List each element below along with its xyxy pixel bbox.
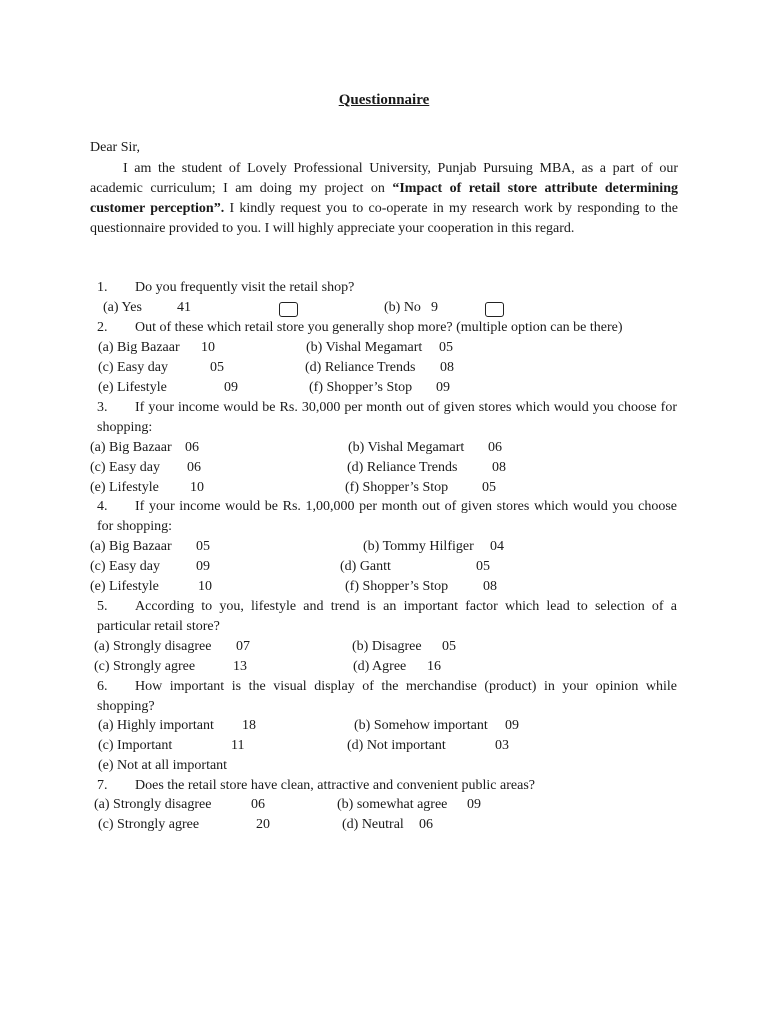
option-count: 09 (436, 380, 450, 395)
option-count: 09 (224, 380, 238, 395)
option-label: (b) Tommy Hilfiger (363, 539, 474, 554)
option-count: 05 (482, 480, 496, 495)
question-number: 4. (97, 499, 108, 514)
option-count: 10 (201, 340, 215, 355)
option-label: (b) Disagree (352, 639, 422, 654)
question-number: 6. (97, 679, 108, 694)
option-count: 13 (233, 659, 247, 674)
option-label: (f) Shopper’s Stop (309, 380, 413, 395)
option-label: (a) Big Bazaar (90, 440, 172, 455)
option-label: (b) No (384, 300, 421, 315)
option-count: 08 (440, 360, 454, 375)
no-checkbox[interactable] (485, 302, 504, 317)
option-label: (b) somewhat agree (337, 797, 448, 812)
question-text: Out of these which retail store you generally shop more? (multiple option can be there) (135, 320, 623, 335)
option-count: 06 (187, 460, 201, 475)
option-label: (d) Gantt (340, 559, 391, 574)
question-number: 1. (97, 280, 108, 295)
question-text: If your income would be Rs. 1,00,000 per month out of given stores which would you choose for shopping: (97, 499, 677, 534)
option-label: (d) Neutral (342, 817, 404, 832)
question-text: How important is the visual display of the merchandise (product) in your opinion while shopping? (97, 679, 677, 714)
option-count: 10 (190, 480, 204, 495)
option-label: (c) Easy day (98, 360, 168, 375)
option-count: 05 (210, 360, 224, 375)
option-count: 06 (488, 440, 502, 455)
option-count: 06 (185, 440, 199, 455)
option-label: (a) Big Bazaar (98, 340, 180, 355)
question-number: 5. (97, 599, 108, 614)
option-label: (e) Not at all important (98, 758, 228, 773)
option-count: 11 (231, 738, 245, 753)
question-text: Do you frequently visit the retail shop? (135, 280, 355, 295)
option-count: 05 (476, 559, 490, 574)
option-label: (a) Yes (103, 300, 142, 315)
option-count: 09 (467, 797, 481, 812)
option-count: 09 (505, 718, 519, 733)
option-label: (e) Lifestyle (90, 579, 159, 594)
option-label: (d) Agree (353, 659, 407, 674)
option-label: (a) Highly important (98, 718, 214, 733)
option-count: 05 (196, 539, 210, 554)
option-label: (f) Shopper’s Stop (345, 480, 449, 495)
option-count: 06 (419, 817, 433, 832)
option-count: 10 (198, 579, 212, 594)
option-label: (c) Important (98, 738, 173, 753)
yes-checkbox[interactable] (279, 302, 298, 317)
option-count: 03 (495, 738, 509, 753)
option-label: (d) Reliance Trends (305, 360, 416, 375)
option-count: 05 (439, 340, 453, 355)
page-title: Questionnaire (338, 92, 430, 108)
option-count: 08 (483, 579, 497, 594)
option-count: 41 (177, 300, 191, 315)
option-count: 08 (492, 460, 506, 475)
option-label: (c) Easy day (90, 460, 160, 475)
option-label: (e) Lifestyle (98, 380, 167, 395)
option-count: 20 (256, 817, 270, 832)
option-label: (a) Strongly disagree (94, 797, 212, 812)
option-label: (b) Vishal Megamart (348, 440, 465, 455)
question-number: 7. (97, 778, 108, 793)
salutation: Dear Sir, (90, 140, 140, 155)
option-count: 07 (236, 639, 250, 654)
option-count: 16 (427, 659, 441, 674)
question-text: Does the retail store have clean, attractive and convenient public areas? (135, 778, 535, 793)
option-label: (d) Reliance Trends (347, 460, 458, 475)
option-label: (a) Big Bazaar (90, 539, 172, 554)
option-label: (b) Vishal Megamart (306, 340, 423, 355)
intro-text-1: I am the student of Lovely Professional University, Punjab Pursuing MBA, as a part of our academic curriculum; I am doing my project on (90, 161, 678, 196)
option-label: (d) Not important (347, 738, 446, 753)
option-count: 04 (490, 539, 504, 554)
option-label: (c) Strongly agree (94, 659, 196, 674)
option-count: 05 (442, 639, 456, 654)
option-label: (c) Strongly agree (98, 817, 200, 832)
option-count: 18 (242, 718, 256, 733)
question-number: 3. (97, 400, 108, 415)
option-count: 09 (196, 559, 210, 574)
option-count: 06 (251, 797, 265, 812)
intro-text-2: I kindly request you to co-operate in my research work by responding to the questionnaire provided to you. I will highly appreciate your cooperation in this regard. (90, 201, 678, 236)
question-text: According to you, lifestyle and trend is an important factor which lead to selection of a particular retail store? (97, 599, 677, 634)
question-number: 2. (97, 320, 108, 335)
option-label: (e) Lifestyle (90, 480, 159, 495)
intro-paragraph (90, 159, 678, 239)
option-label: (f) Shopper’s Stop (345, 579, 449, 594)
option-label: (b) Somehow important (354, 718, 488, 733)
question-text: If your income would be Rs. 30,000 per month out of given stores which would you choose for shopping: (97, 400, 677, 435)
option-label: (a) Strongly disagree (94, 639, 212, 654)
option-count: 9 (431, 300, 438, 315)
project-title: “Impact of retail store attribute determining customer perception”. (90, 181, 678, 216)
option-label: (c) Easy day (90, 559, 160, 574)
